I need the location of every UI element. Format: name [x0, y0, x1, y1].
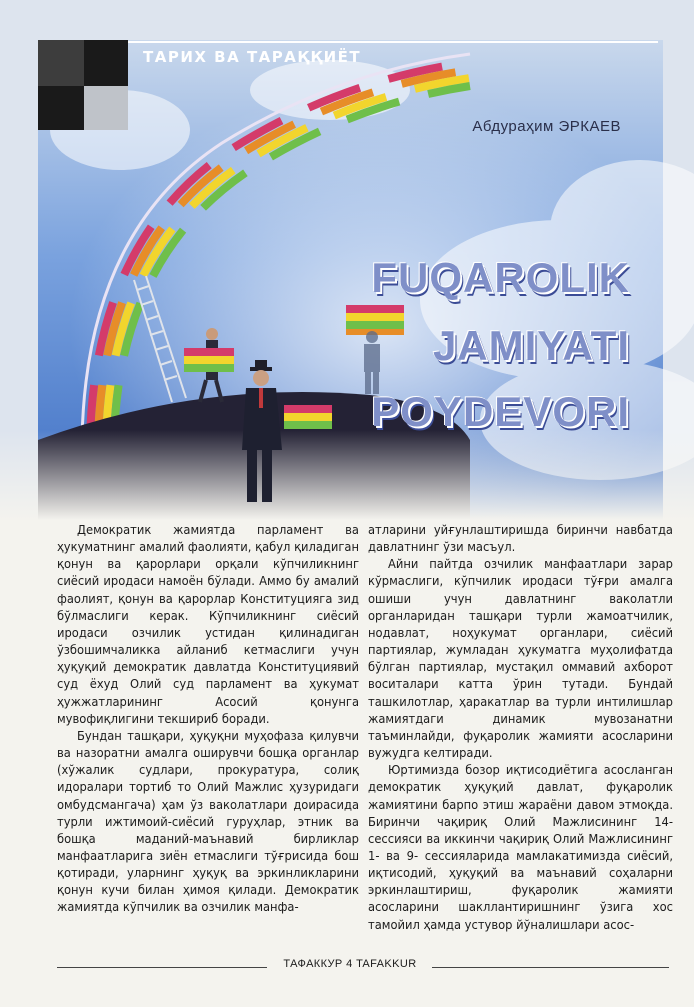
article-title-line-3: POYDEVORI: [371, 388, 630, 435]
page-footer: [0, 958, 694, 978]
right-column: [368, 522, 673, 934]
paragraph: Юртимизда бозор иқтисодиётига асосланган демократик ҳуқуқий давлат, фуқаролик жамиятини барпо этиш жараёни давом этмоқда. Биринчи чақириқ Олий Мажлисининг 14-сессияси ва иккинчи чақириқ Олий Мажлисининг 1- ва 9- сессияларида мамлакатимизда сиёсий, иқтисодий, ҳуқуқий ва маънавий соҳаларни эркинлаштириш, фуқаролик жамияти асосларини шакллантиришнинг ўзига хос тамойил ҳамда устувор йўналишлари асос-: [368, 763, 673, 933]
paragraph: атларини уйғунлаштиришда биринчи навбатда давлатнинг ўзи масъул.: [368, 523, 673, 556]
footer-rule-right: [432, 967, 669, 968]
rubric-rule: [128, 41, 658, 43]
left-column: [57, 522, 359, 917]
footer-folio: ТАФАККУР 4 TAFAKKUR: [283, 958, 417, 970]
article-body: [0, 522, 694, 958]
paragraph: Айни пайтда озчилик манфаатлари зарар кўрмаслиги, кўпчилик иродаси тўғри амалга ошиши учун давлатнинг ваколатли органларидан ташқари турли жамоатчилик, нодавлат, ноҳукумат органлари, сиёсий партиялар, жумладан ҳукуматга муҳолифатда бўлган партиялар, мустақил оммавий ахборот воситалари катта ўрин тутади. Бундай ташкилотлар, ҳаракатлар ва турли интилишлар жамиятдаги динамик мувозанатни таъминлайди, фуқаролик жамияти асосларини вужудга келтиради.: [368, 557, 673, 762]
paragraph: Демократик жамиятда парламент ва ҳукуматнинг амалий фаолияти, қабул қиладиган қонун ва қарорлари орқали кўпчиликнинг сиёсий иродаси намоён бўлади. Аммо бу амалий фаолият, қонун ва қарорлар Конституцияга зид бўлмаслиги керак. Кўпчиликнинг сиёсий иродаси озчилик устидан қилинадиган ўзбошимчаликка айланиб кетмаслиги учун ҳуқуқий демократик давлатда Конституциявий суд ёхуд Олий суд парламент ва ҳукумат ҳужжатларининг Асосий қонунга мувофиқлигини текшириб боради.: [57, 523, 359, 727]
footer-rule-left: [57, 967, 267, 968]
article-title-line-2: JAMIYATI: [432, 322, 630, 369]
section-rubric: ТАРИХ ВА ТАРАҚҚИЁТ: [143, 48, 362, 66]
paragraph: Бундан ташқари, ҳуқуқни муҳофаза қилувчи ва назоратни амалга оширувчи бошқа органлар (хўжалик судлари, прокуратура, солиқ идоралари тортиб то Олий Мажлис ҳузуридаги омбудсмангача) ҳам ўз ваколатлари доирасида турли ижтимоий-сиёсий гуруҳлар, этник ва бошқа маданий-маънавий бирликлар манфаатларига зиён етмаслиги тўғрисида бош қотиради, уларнинг ҳуқуқ ва эркинликларини қонун кучи билан ҳимоя қилади. Демократик жамиятда кўпчилик ва озчилик манфа-: [57, 728, 359, 916]
corner-squares: [38, 40, 128, 130]
author-name: Абдураҳим ЭРКАЕВ: [472, 118, 621, 135]
article-title-line-1: FUQAROLIK: [371, 254, 630, 301]
floating-flag: [346, 305, 404, 335]
